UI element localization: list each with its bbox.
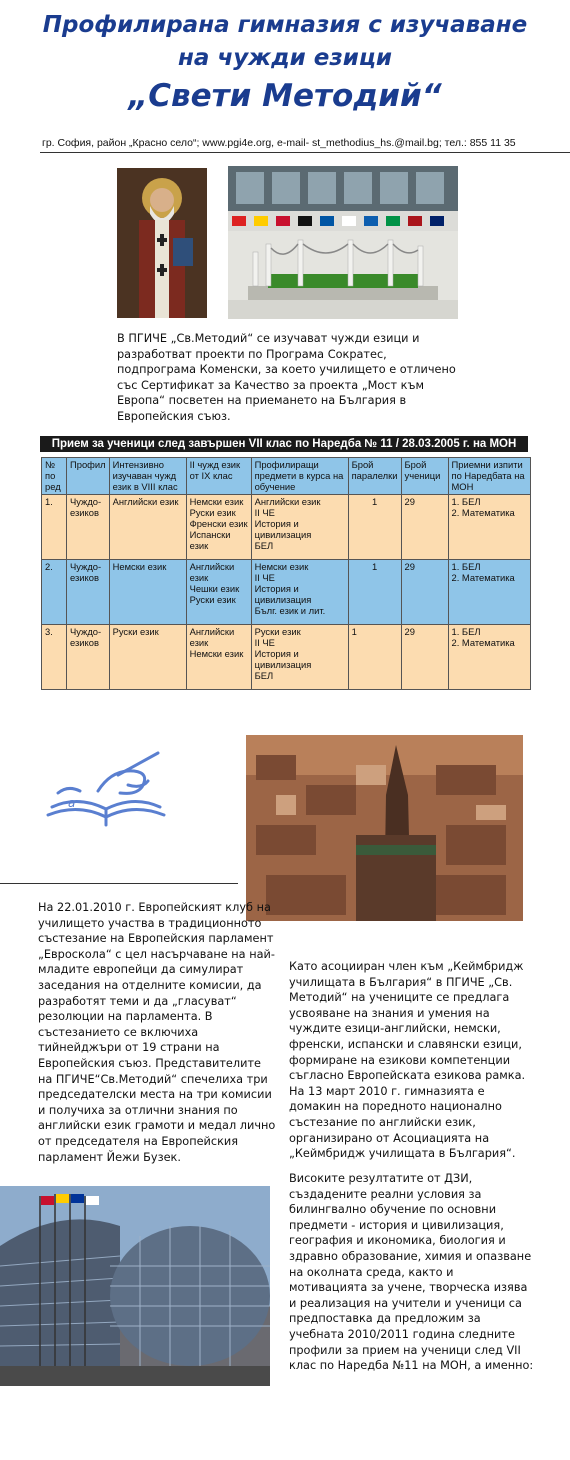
strasbourg-cathedral-photo xyxy=(246,735,523,921)
table-row xyxy=(42,560,531,625)
row-profile: Чуждо-езиков xyxy=(67,625,110,690)
row-classes: 1 xyxy=(348,560,401,625)
row-classes: 1 xyxy=(348,625,401,690)
row-lang2: Английски език Чешки език Руски език xyxy=(186,560,251,625)
row-number: 1. xyxy=(42,495,67,560)
title-line-1: Профилирана гимназия с изучаване xyxy=(42,12,528,38)
table-header-cell: Брой ученици xyxy=(401,458,448,495)
admission-table-title: Прием за ученици след завършен VII клас по Наредба № 11 / 28.03.2005 г. на МОН xyxy=(40,436,528,452)
svg-text:a: a xyxy=(68,796,76,810)
row-subjects: Английски език II ЧЕ История и цивилизация БЕЛ xyxy=(251,495,348,560)
table-row xyxy=(42,495,531,560)
row-lang2: Английски език Немски език xyxy=(186,625,251,690)
table-header-cell: Брой паралелки xyxy=(348,458,401,495)
table-header-cell: II чужд език от IX клас xyxy=(186,458,251,495)
saint-methodius-icon-image xyxy=(117,168,207,318)
row-profile: Чуждо-езиков xyxy=(67,560,110,625)
table-header-cell: Профил xyxy=(67,458,110,495)
table-header-cell: Профилиращи предмети в курса на обучение xyxy=(251,458,348,495)
admission-table xyxy=(41,457,531,690)
section-divider xyxy=(0,883,238,884)
title-line-3: „Свети Методий“ xyxy=(128,78,442,114)
row-lang1: Руски език xyxy=(109,625,186,690)
intro-paragraph: В ПГИЧЕ „Св.Методий“ се изучават чужди езици и разработват проекти по Програма Сократес, подпрограма Коменски, за което училището е отличено със Сертификат за Качество за проекта „Мост към Европа“ посветен на приемането на България в Европейския съюз. xyxy=(117,332,456,423)
row-students: 29 xyxy=(401,495,448,560)
row-students: 29 xyxy=(401,625,448,690)
header-divider xyxy=(40,152,570,153)
writing-hand-logo xyxy=(38,745,178,835)
table-header-cell: Интензивно изучаван чужд език в VIII клас xyxy=(109,458,186,495)
table-header-cell: Приемни изпити по Наредбата на МОН xyxy=(448,458,531,495)
euroscola-paragraph: На 22.01.2010 г. Европейският клуб на училището участва в традиционното състезание на Европейския парламент „Евроскола“ с цел насърчаване на най-младите европейци да симулират заседания на отделните комисии, да разработят теми и да „гласуват“ резолюции на парламента. В състезанието се включиха тийнейджъри от 19 страни на Европейския съюз. Представителите на ПГИЧЕ“Св.Методий“ спечелиха три председателски места на три комисии и получиха за отлични знания по английски език грамоти и медал лично от председателя на Европейския парламент Йежи Бузек. xyxy=(38,901,276,1164)
school-building-photo xyxy=(228,166,458,319)
row-lang1: Немски език xyxy=(109,560,186,625)
row-number: 2. xyxy=(42,560,67,625)
row-exams: 1. БЕЛ 2. Математика xyxy=(448,625,531,690)
contact-line: гр. София, район „Красно село“; www.pgi4e.org, e-mail- st_methodius_hs.@mail.bg; тел.: 855 11 35 xyxy=(42,137,516,149)
title-line-2: на чужди езици xyxy=(177,45,393,71)
row-students: 29 xyxy=(401,560,448,625)
row-lang1: Английски език xyxy=(109,495,186,560)
cambridge-paragraph: Като асоцииран член към „Кеймбридж училищата в България“ в ПГИЧЕ „Св. Методий“ на учениците се предлага усвояване на знания и умения на чуждите езици-английски, немски, френски, испански и славянски езици, формиране на езикови компетенции съгласно Европейската езикова рамка. На 13 март 2010 г. гимназията е домакин на поредното национално състезание по английски език, организирано от Асоциацията на „Кеймбридж училищата в България“. xyxy=(289,960,526,1161)
row-classes: 1 xyxy=(348,495,401,560)
european-parliament-photo xyxy=(0,1186,270,1386)
row-profile: Чуждо-езиков xyxy=(67,495,110,560)
row-exams: 1. БЕЛ 2. Математика xyxy=(448,495,531,560)
row-exams: 1. БЕЛ 2. Математика xyxy=(448,560,531,625)
table-row xyxy=(42,625,531,690)
table-header-row xyxy=(42,458,531,495)
results-paragraph: Високите резултатите от ДЗИ, създадените реални условия за билингвално обучение по основни предмети - история и цивилизация, география и икономика, биология и здравно образование, химия и опазване на околната среда, както и мотивацията за учене, творческа изява и реализация на учители и ученици са предпоставка да предложим за учебната 2010/2011 година следните профили за прием на ученици след VII клас по Наредба №11 на МОН, а именно: xyxy=(289,1172,534,1373)
row-lang2: Немски език Руски език Френски език Испански език xyxy=(186,495,251,560)
row-number: 3. xyxy=(42,625,67,690)
row-subjects: Руски език II ЧЕ История и цивилизация БЕЛ xyxy=(251,625,348,690)
table-header-cell: № по ред xyxy=(42,458,67,495)
row-subjects: Немски език II ЧЕ История и цивилизация Бълг. език и лит. xyxy=(251,560,348,625)
